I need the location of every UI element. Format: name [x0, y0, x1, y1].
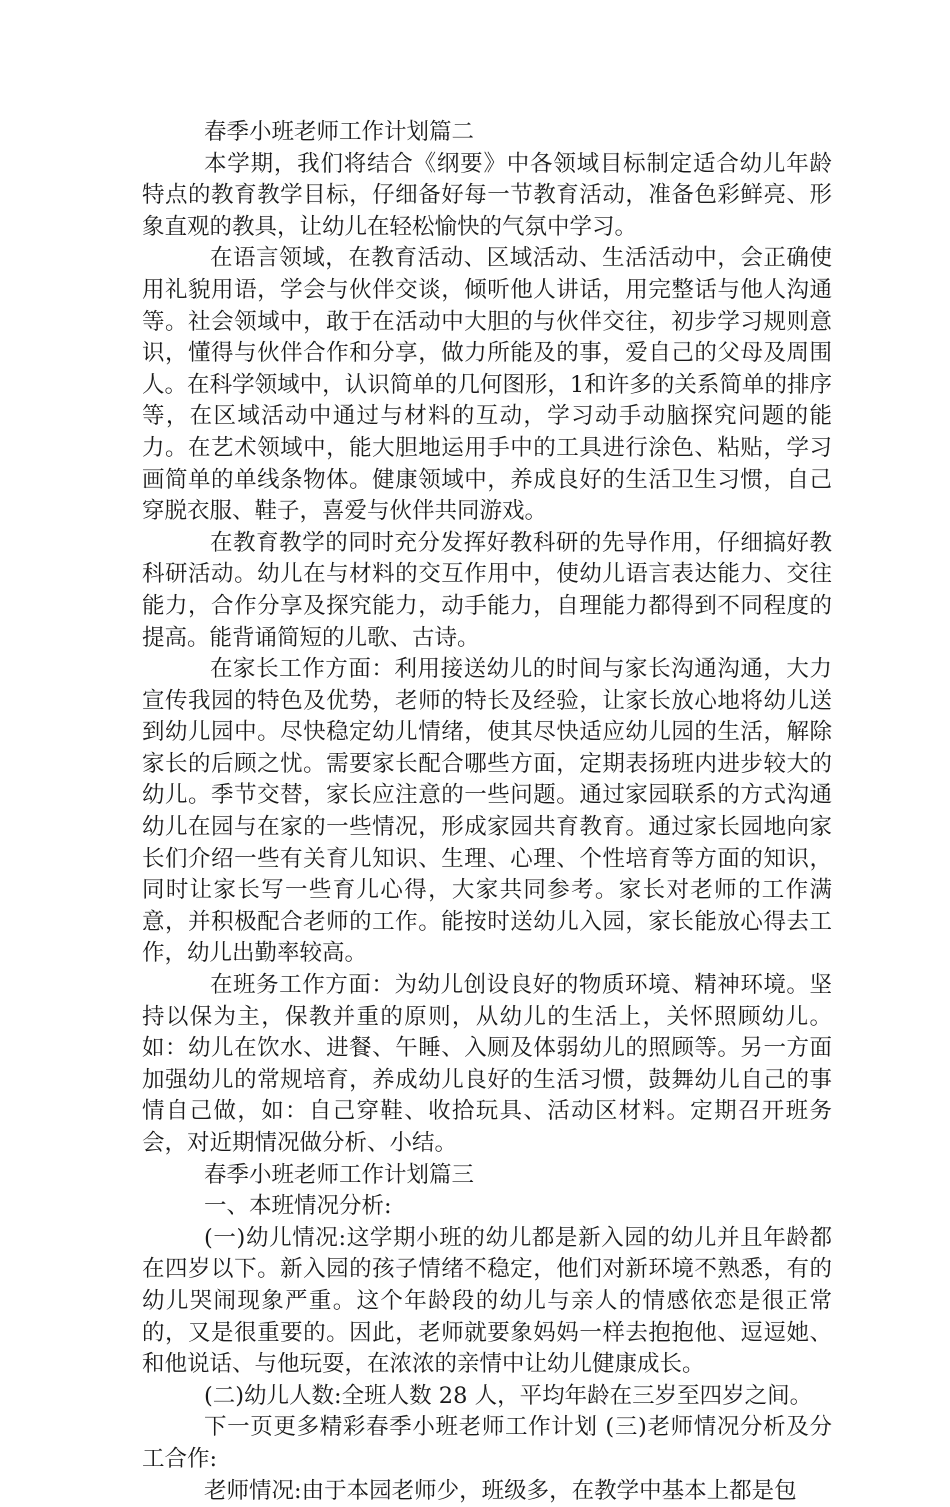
paragraph: (二)幼儿人数:全班人数 28 人，平均年龄在三岁至四岁之间。 [204, 1382, 813, 1409]
paragraph: 老师情况:由于本园老师少，班级多，在教学中基本上都是包 [204, 1477, 797, 1504]
paragraph: 在教育教学的同时充分发挥好教科研的先导作用，仔细搞好教科研活动。幼儿在与材料的交互作用中，使幼儿语言表达能力、交往能力，合作分享及探究能力，动手能力，自理能力都得到不同程度的提高。能背诵简短的儿歌、古诗。 [142, 529, 832, 651]
section-heading: 春季小班老师工作计划篇三 [204, 1161, 475, 1188]
paragraph: 下一页更多精彩春季小班老师工作计划 (三)老师情况分析及分工合作: [142, 1414, 832, 1472]
document-page [142, 117, 832, 1507]
paragraph: 在班务工作方面：为幼儿创设良好的物质环境、精神环境。坚持以保为主，保教并重的原则，从幼儿的生活上，关怀照顾幼儿。如：幼儿在饮水、进餐、午睡、入厕及体弱幼儿的照顾等。另一方面加强幼儿的常规培育，养成幼儿良好的生活习惯，鼓舞幼儿自己的事情自己做，如：自己穿鞋、收拾玩具、活动区材料。定期召开班务会，对近期情况做分析、小结。 [142, 972, 832, 1156]
paragraph: (一)幼儿情况:这学期小班的幼儿都是新入园的幼儿并且年龄都在四岁以下。新入园的孩子情绪不稳定，他们对新环境不熟悉，有的幼儿哭闹现象严重。这个年龄段的幼儿与亲人的情感依恋是很正常的，又是很重要的。因此，老师就要象妈妈一样去抱抱他、逗逗她、和他说话、与他玩耍，在浓浓的亲情中让幼儿健康成长。 [142, 1224, 832, 1378]
subheading: 一、本班情况分析: [204, 1193, 392, 1220]
section-heading: 春季小班老师工作计划篇二 [204, 119, 475, 145]
paragraph: 在家长工作方面：利用接送幼儿的时间与家长沟通沟通，大力宣传我园的特色及优势，老师的特长及经验，让家长放心地将幼儿送到幼儿园中。尽快稳定幼儿情绪，使其尽快适应幼儿园的生活，解除家长的后顾之忧。需要家长配合哪些方面，定期表扬班内进步较大的幼儿。季节交替，家长应注意的一些问题。通过家园联系的方式沟通幼儿在园与在家的一些情况，形成家园共育教育。通过家长园地向家长们介绍一些有关育儿知识、生理、心理、个性培育等方面的知识，同时让家长写一些育儿心得，大家共同参考。家长对老师的工作满意，并积极配合老师的工作。能按时送幼儿入园，家长能放心得去工作，幼儿出勤率较高。 [142, 656, 832, 967]
paragraph: 本学期，我们将结合《纲要》中各领域目标制定适合幼儿年龄特点的教育教学目标，仔细备好每一节教育活动，准备色彩鲜亮、形象直观的教具，让幼儿在轻松愉快的气氛中学习。 [142, 150, 832, 240]
paragraph: 在语言领域，在教育活动、区域活动、生活活动中，会正确使用礼貌用语，学会与伙伴交谈，倾听他人讲话，用完整话与他人沟通等。社会领域中，敢于在活动中大胆的与伙伴交往，初步学习规则意识，懂得与伙伴合作和分享，做力所能及的事，爱自己的父母及周围人。在科学领域中，认识简单的几何图形，1和许多的关系简单的排序等，在区域活动中通过与材料的互动，学习动手动脑探究问题的能力。在艺术领域中，能大胆地运用手中的工具进行涂色、粘贴，学习画简单的单线条物体。健康领域中，养成良好的生活卫生习惯，自己穿脱衣服、鞋子，喜爱与伙伴共同游戏。 [142, 245, 832, 525]
